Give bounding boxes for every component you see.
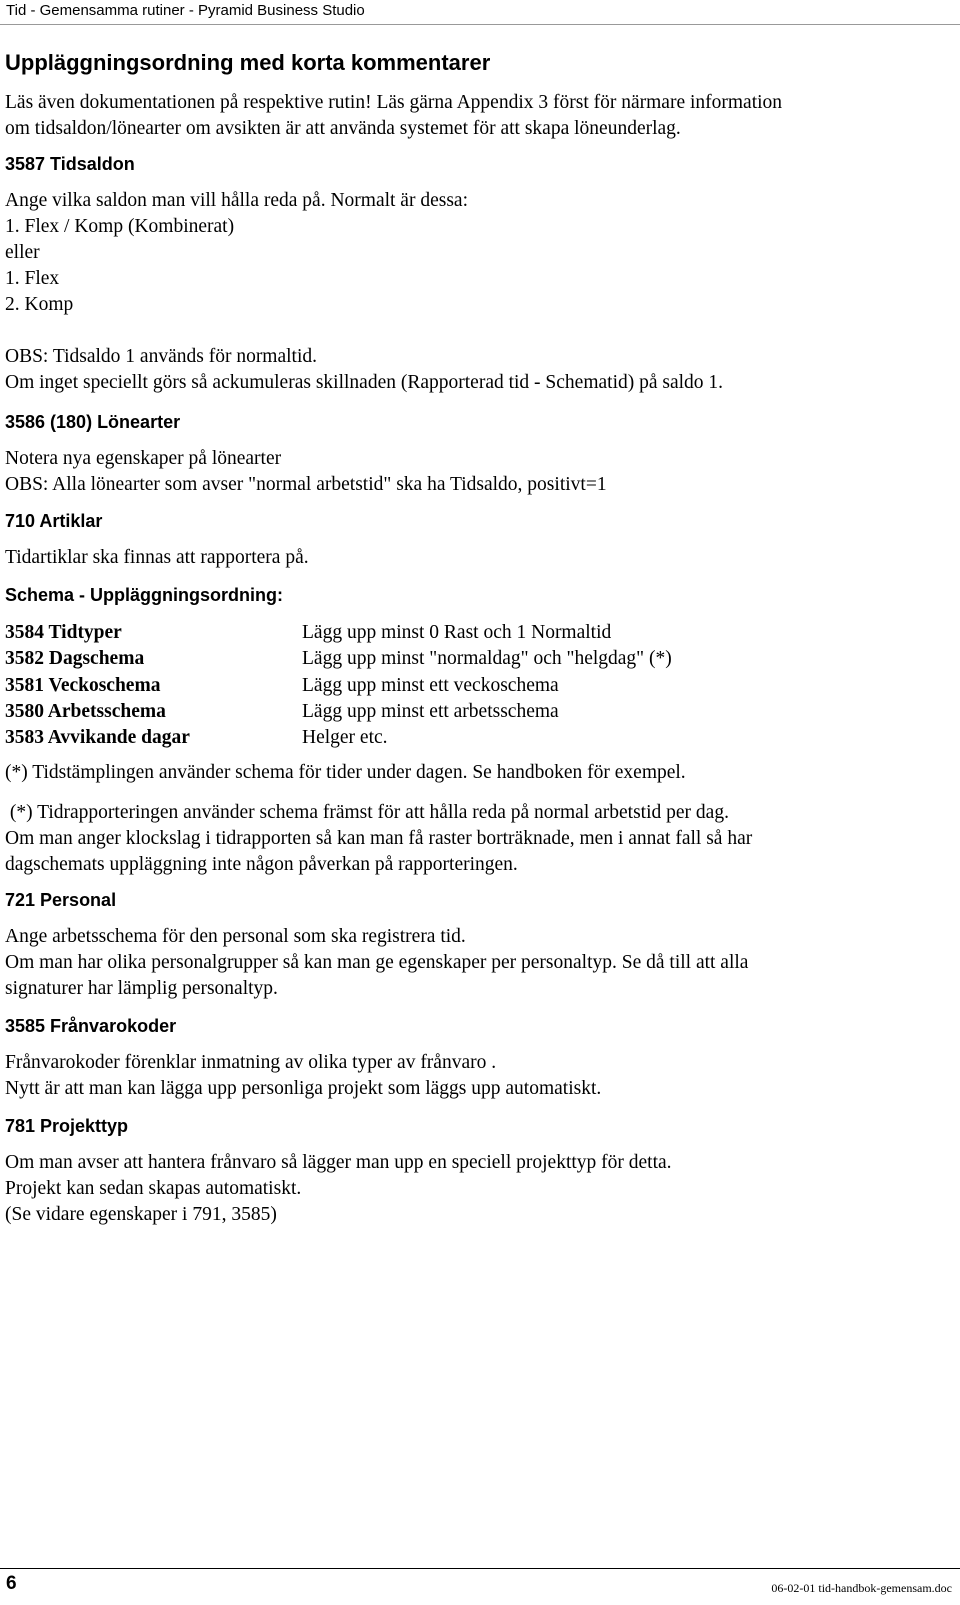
text-line: Ange arbetsschema för den personal som ska registrera tid. — [5, 926, 466, 947]
note-line: (*) Tidstämplingen använder schema för tider under dagen. Se handboken för exempel. — [5, 762, 686, 783]
note-line: Om man anger klockslag i tidrapporten så kan man få raster borträknade, men i annat fall så har — [5, 828, 753, 849]
row-desc: Lägg upp minst "normaldag" och "helgdag" (*) — [302, 648, 672, 670]
intro-line-1: Läs även dokumentationen på respektive rutin! Läs gärna Appendix 3 först för närmare information — [5, 92, 783, 113]
section-title-710: 710 Artiklar — [5, 511, 103, 531]
text-line: Om man avser att hantera frånvaro så lägger man upp en speciell projekttyp för detta. — [5, 1152, 672, 1173]
table-row — [5, 620, 905, 646]
section-title-schema: Schema - Uppläggningsordning: — [5, 585, 283, 605]
text-line: eller — [5, 242, 40, 263]
table-row — [5, 699, 905, 725]
text-line: Nytt är att man kan lägga upp personliga projekt som läggs upp automatiskt. — [5, 1078, 602, 1099]
page-title: Uppläggningsordning med korta kommentarer — [5, 50, 491, 75]
footer-file-name: 06-02-01 tid-handbok-gemensam.doc — [771, 1581, 952, 1595]
text-line: 1. Flex — [5, 268, 60, 289]
row-desc: Lägg upp minst 0 Rast och 1 Normaltid — [302, 622, 612, 643]
row-name: 3580 Arbetsschema — [5, 700, 166, 722]
text-line: OBS: Tidsaldo 1 används för normaltid. — [5, 346, 318, 367]
header-title: Tid - Gemensamma rutiner - Pyramid Business Studio — [6, 2, 365, 19]
row-name: 3584 Tidtyper — [5, 622, 122, 643]
text-line: Om man har olika personalgrupper så kan man ge egenskaper per personaltyp. Se då till att alla — [5, 952, 749, 973]
page-number: 6 — [6, 1573, 17, 1594]
text-line: (Se vidare egenskaper i 791, 3585) — [5, 1204, 277, 1225]
text-line: Notera nya egenskaper på lönearter — [5, 448, 282, 469]
text-line: Om inget speciellt görs så ackumuleras skillnaden (Rapporterad tid - Schematid) på saldo 1. — [5, 372, 724, 393]
row-name: 3581 Veckoschema — [5, 674, 161, 696]
section-title-721: 721 Personal — [5, 890, 117, 910]
schema-table — [5, 620, 905, 751]
text-line: 2. Komp — [5, 294, 74, 315]
row-name: 3582 Dagschema — [5, 648, 145, 670]
table-row — [5, 673, 905, 699]
section-title-781: 781 Projekttyp — [5, 1116, 129, 1136]
text-line: Tidartiklar ska finnas att rapportera på. — [5, 547, 309, 568]
table-row — [5, 725, 905, 751]
text-line: Frånvarokoder förenklar inmatning av olika typer av frånvaro . — [5, 1052, 497, 1073]
footer-divider — [0, 1568, 960, 1569]
row-desc: Helger etc. — [302, 727, 388, 749]
intro-line-2: om tidsaldon/lönearter om avsikten är att använda systemet för att skapa löneunderlag. — [5, 118, 681, 139]
section-title-3587: 3587 Tidsaldon — [5, 154, 135, 174]
text-line: OBS: Alla lönearter som avser "normal arbetstid" ska ha Tidsaldo, positivt=1 — [5, 474, 607, 495]
note-line: (*) Tidrapporteringen använder schema främst för att hålla reda på normal arbetstid per dag. — [5, 802, 729, 823]
page-header — [0, 0, 960, 25]
text-line: Ange vilka saldon man vill hålla reda på. Normalt är dessa: — [5, 190, 468, 211]
document-body — [5, 48, 955, 1225]
row-desc: Lägg upp minst ett veckoschema — [302, 674, 559, 696]
note-line: dagschemats uppläggning inte någon påverkan på rapporteringen. — [5, 854, 518, 875]
text-line: 1. Flex / Komp (Kombinerat) — [5, 216, 235, 237]
text-line: signaturer har lämplig personaltyp. — [5, 978, 278, 999]
section-title-3586: 3586 (180) Lönearter — [5, 412, 181, 432]
section-title-3585: 3585 Frånvarokoder — [5, 1016, 177, 1036]
table-row — [5, 646, 905, 672]
row-name: 3583 Avvikande dagar — [5, 727, 190, 749]
row-desc: Lägg upp minst ett arbetsschema — [302, 700, 559, 722]
text-line: Projekt kan sedan skapas automatiskt. — [5, 1178, 302, 1199]
